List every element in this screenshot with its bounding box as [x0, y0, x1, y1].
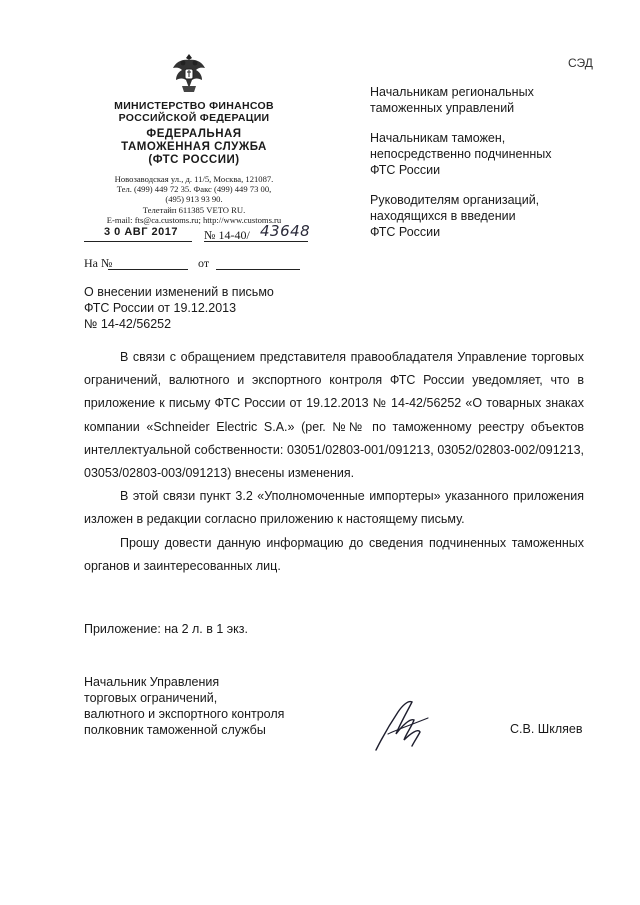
reply-to-blank	[108, 269, 188, 270]
number-underline	[204, 241, 308, 242]
subject-line-3: № 14-42/56252	[84, 317, 172, 331]
addressee-line: находящихся в введении	[370, 209, 516, 223]
subject-line-2: ФТС России от 19.12.2013	[84, 301, 237, 315]
addressees-block	[370, 84, 620, 254]
body-paragraph-1: В связи с обращением представителя правообладателя Управление торговых ограничений, валютного и экспортного контроля ФТС России уведомляет, что в приложение к письму ФТС России от 19.12.2013 № 14-42/56252 «О товарных знаках компании «Schneider Electric S.A.» (рег. №№ по таможенному реестру объектов интеллектуальной собственности: 03051/02803-001/091213, 03052/02803-002/091213, 03053/02803-003/091213) внесены изменения.	[84, 350, 584, 481]
signer-position-line-2: торговых ограничений,	[84, 691, 218, 705]
contact-phone-2: (495) 913 93 90.	[165, 194, 223, 205]
date-underline	[84, 241, 192, 242]
contact-teletype: Телетайп 611385 VETO RU.	[142, 204, 246, 215]
ministry-name	[78, 100, 310, 124]
ministry-line-1: МИНИСТЕРСТВО ФИНАНСОВ	[114, 100, 274, 112]
addressee-line: ФТС России	[370, 163, 441, 177]
signer-position-line-4: полковник таможенной службы	[84, 723, 266, 737]
registration-number-prefix: № 14-40/	[204, 228, 250, 242]
addressee-line: таможенных управлений	[370, 101, 515, 115]
ministry-line-2: РОССИЙСКОЙ ФЕДЕРАЦИИ	[118, 112, 270, 124]
handwritten-signature	[368, 694, 438, 754]
addressee-line: Начальникам региональных	[370, 85, 534, 99]
contact-email-web: E-mail: fts@ca.customs.ru; http://www.customs.ru	[106, 214, 282, 225]
attachment-note: Приложение: на 2 л. в 1 экз.	[84, 622, 248, 636]
contact-phone: Тел. (499) 449 72 35. Факс (499) 449 73 00,	[116, 184, 272, 195]
letter-subject	[84, 284, 324, 332]
body-paragraph-3: Прошу довести данную информацию до сведения подчиненных таможенных органов и заинтересованных лиц.	[84, 535, 584, 573]
service-line-3: (ФТС РОССИИ)	[148, 154, 240, 166]
contact-address: Новозаводская ул., д. 11/5, Москва, 121087.	[114, 174, 274, 184]
signer-position-line-1: Начальник Управления	[84, 675, 220, 689]
body-paragraph-2: В этой связи пункт 3.2 «Уполномоченные импортеры» указанного приложения изложен в редакции согласно приложению к настоящему письму.	[84, 489, 584, 527]
contact-block	[78, 174, 310, 225]
reply-from-blank	[216, 269, 300, 270]
registration-number-handwritten: 43648	[260, 222, 311, 240]
service-line-1: ФЕДЕРАЛЬНАЯ	[146, 128, 242, 140]
service-name	[78, 128, 310, 167]
reply-from-label: от	[198, 256, 210, 270]
addressee-group-2	[370, 130, 620, 178]
sed-mark: СЭД	[568, 56, 593, 70]
signer-name: С.В. Шкляев	[510, 722, 583, 736]
service-line-2: ТАМОЖЕННАЯ СЛУЖБА	[121, 141, 267, 153]
registration-date-stamp: 3 0 АВГ 2017	[104, 226, 178, 238]
coat-of-arms-emblem	[168, 50, 210, 96]
signer-position	[84, 674, 344, 738]
signer-position-line-3: валютного и экспортного контроля	[84, 707, 285, 721]
addressee-group-1	[370, 84, 620, 116]
addressee-line: непосредственно подчиненных	[370, 147, 552, 161]
reply-to-label: На №	[84, 256, 113, 270]
addressee-line: ФТС России	[370, 225, 441, 239]
subject-line-1: О внесении изменений в письмо	[84, 285, 274, 299]
addressee-line: Начальникам таможен,	[370, 131, 506, 145]
addressee-line: Руководителям организаций,	[370, 193, 540, 207]
addressee-group-3	[370, 192, 620, 240]
letter-body	[84, 346, 584, 578]
